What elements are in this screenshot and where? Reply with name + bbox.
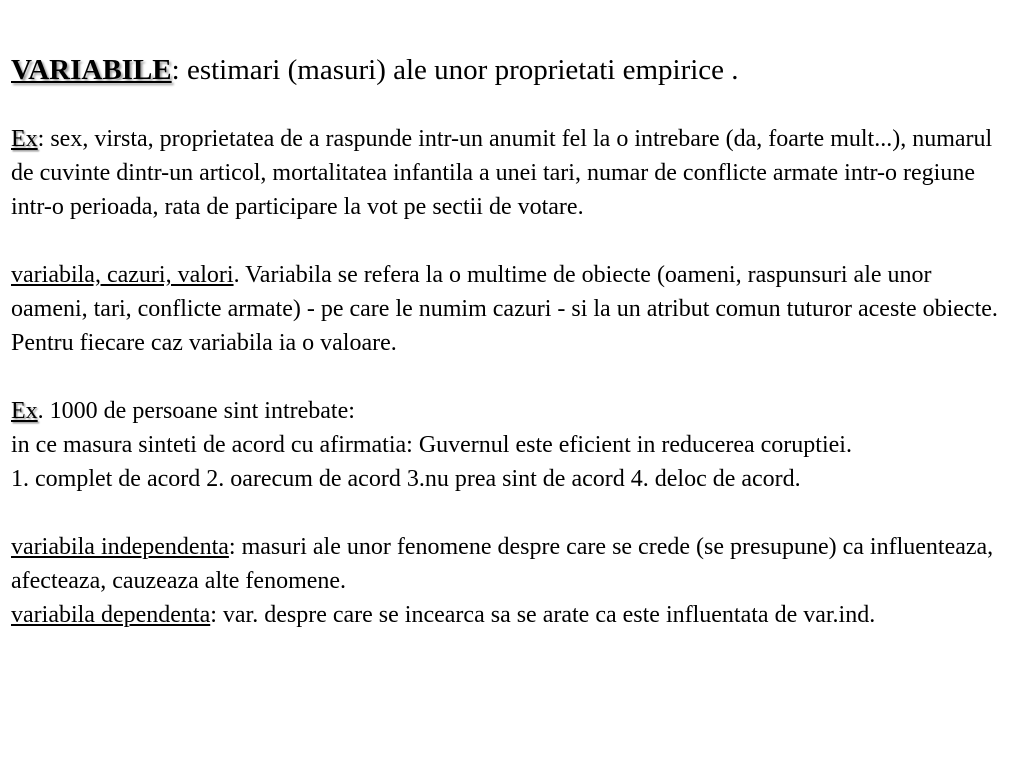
example-1-term: Ex — [11, 126, 38, 152]
example-1-text: : sex, virsta, proprietatea de a raspunde intr-un anumit fel la o intrebare (da, foarte mult...), numarul de cuvinte dintr-un articol, mortalitatea infantila a unei tari, numar de conflicte armate intr-o regiune intr-o perioada, rata de participare la vot pe sectii de votare. — [11, 126, 993, 220]
example-2-term: Ex — [11, 398, 38, 424]
example-1-paragraph — [11, 122, 1011, 224]
definition-paragraph — [11, 258, 1011, 360]
spacer — [11, 224, 1011, 258]
independent-variable-text: : masuri ale unor fenomene despre care se crede (se presupune) ca influenteaza, afecteaza, cauzeaza alte fenomene. — [11, 534, 994, 594]
definition-text: . Variabila se refera la o multime de obiecte (oameni, raspunsuri ale unor oameni, tari, conflicte armate) - pe care le numim cazuri - si la un atribut comun tuturor aceste obiecte. Pentru fiecare caz variabila ia o valoare. — [11, 262, 998, 356]
independent-variable-paragraph — [11, 530, 1011, 598]
title-text: : estimari (masuri) ale unor proprietati empirice . — [171, 54, 739, 86]
example-2-intro — [11, 394, 1011, 428]
slide-title — [11, 50, 1011, 90]
spacer — [11, 360, 1011, 394]
example-2-options: 1. complet de acord 2. oarecum de acord 3.nu prea sint de acord 4. deloc de acord. — [11, 466, 801, 492]
example-2-question: in ce masura sinteti de acord cu afirmatia: Guvernul este eficient in reducerea coruptiei. — [11, 432, 852, 458]
spacer — [11, 496, 1011, 530]
definition-term: variabila, cazuri, valori — [11, 262, 234, 288]
title-term: VARIABILE — [11, 54, 172, 86]
spacer — [11, 90, 1011, 122]
dependent-variable-text: : var. despre care se incearca sa se arate ca este influentata de var.ind. — [210, 602, 876, 628]
example-2-text: . 1000 de persoane sint intrebate: — [37, 398, 355, 424]
dependent-variable-paragraph — [11, 598, 1011, 632]
dependent-variable-term: variabila dependenta — [11, 602, 211, 628]
slide-content — [11, 50, 1011, 632]
independent-variable-term: variabila independenta — [11, 534, 229, 560]
